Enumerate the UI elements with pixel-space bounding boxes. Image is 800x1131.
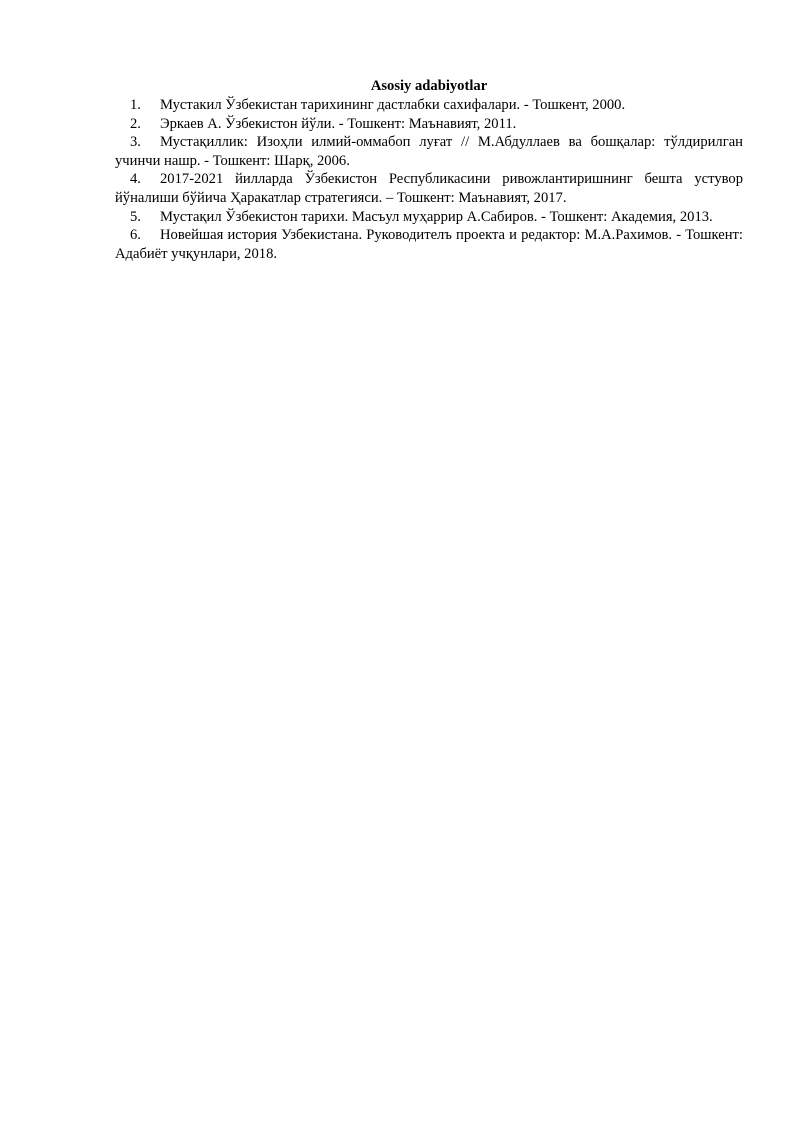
- reference-text: Мустақил Ўзбекистон тарихи. Масъул муҳаррир А.Сабиров. - Тошкент: Академия, 2013.: [160, 208, 713, 225]
- reference-text: Эркаев А. Ўзбекистон йўли. - Тошкент: Маънавият, 2011.: [160, 115, 517, 132]
- reference-number: 4.: [130, 171, 141, 188]
- reference-item: [115, 96, 743, 115]
- reference-text: 2017-2021 йилларда Ўзбекистон Республикасини ривожлантиришнинг бешта устувор йўналиши бўйича Ҳаракатлар стратегияси. – Тошкент: Маънавият, 2017.: [115, 171, 743, 206]
- reference-item: [115, 208, 743, 227]
- page-title: Asosiy adabiyotlar: [370, 78, 488, 94]
- reference-item: [115, 133, 743, 170]
- reference-list: [115, 96, 743, 263]
- reference-item: [115, 226, 743, 263]
- reference-text: Новейшая история Узбекистана. Руководителъ проекта и редактор: М.А.Рахимов. - Тошкент: Адабиёт учқунлари, 2018.: [115, 227, 743, 262]
- reference-number: 3.: [130, 134, 141, 151]
- reference-text: Мустакил Ўзбекистан тарихининг дастлабки сахифалари. - Тошкент, 2000.: [160, 97, 626, 113]
- reference-item: [115, 115, 743, 134]
- reference-number: 5.: [130, 208, 141, 225]
- reference-item: [115, 170, 743, 207]
- document-page: [115, 77, 743, 263]
- reference-number: 6.: [130, 227, 141, 244]
- reference-number: 1.: [130, 97, 141, 113]
- reference-text: Мустақиллик: Изоҳли илмий-оммабоп луғат // М.Абдуллаев ва бошқалар: тўлдирилган учинчи нашр. - Тошкент: Шарқ, 2006.: [115, 134, 743, 169]
- reference-number: 2.: [130, 115, 141, 132]
